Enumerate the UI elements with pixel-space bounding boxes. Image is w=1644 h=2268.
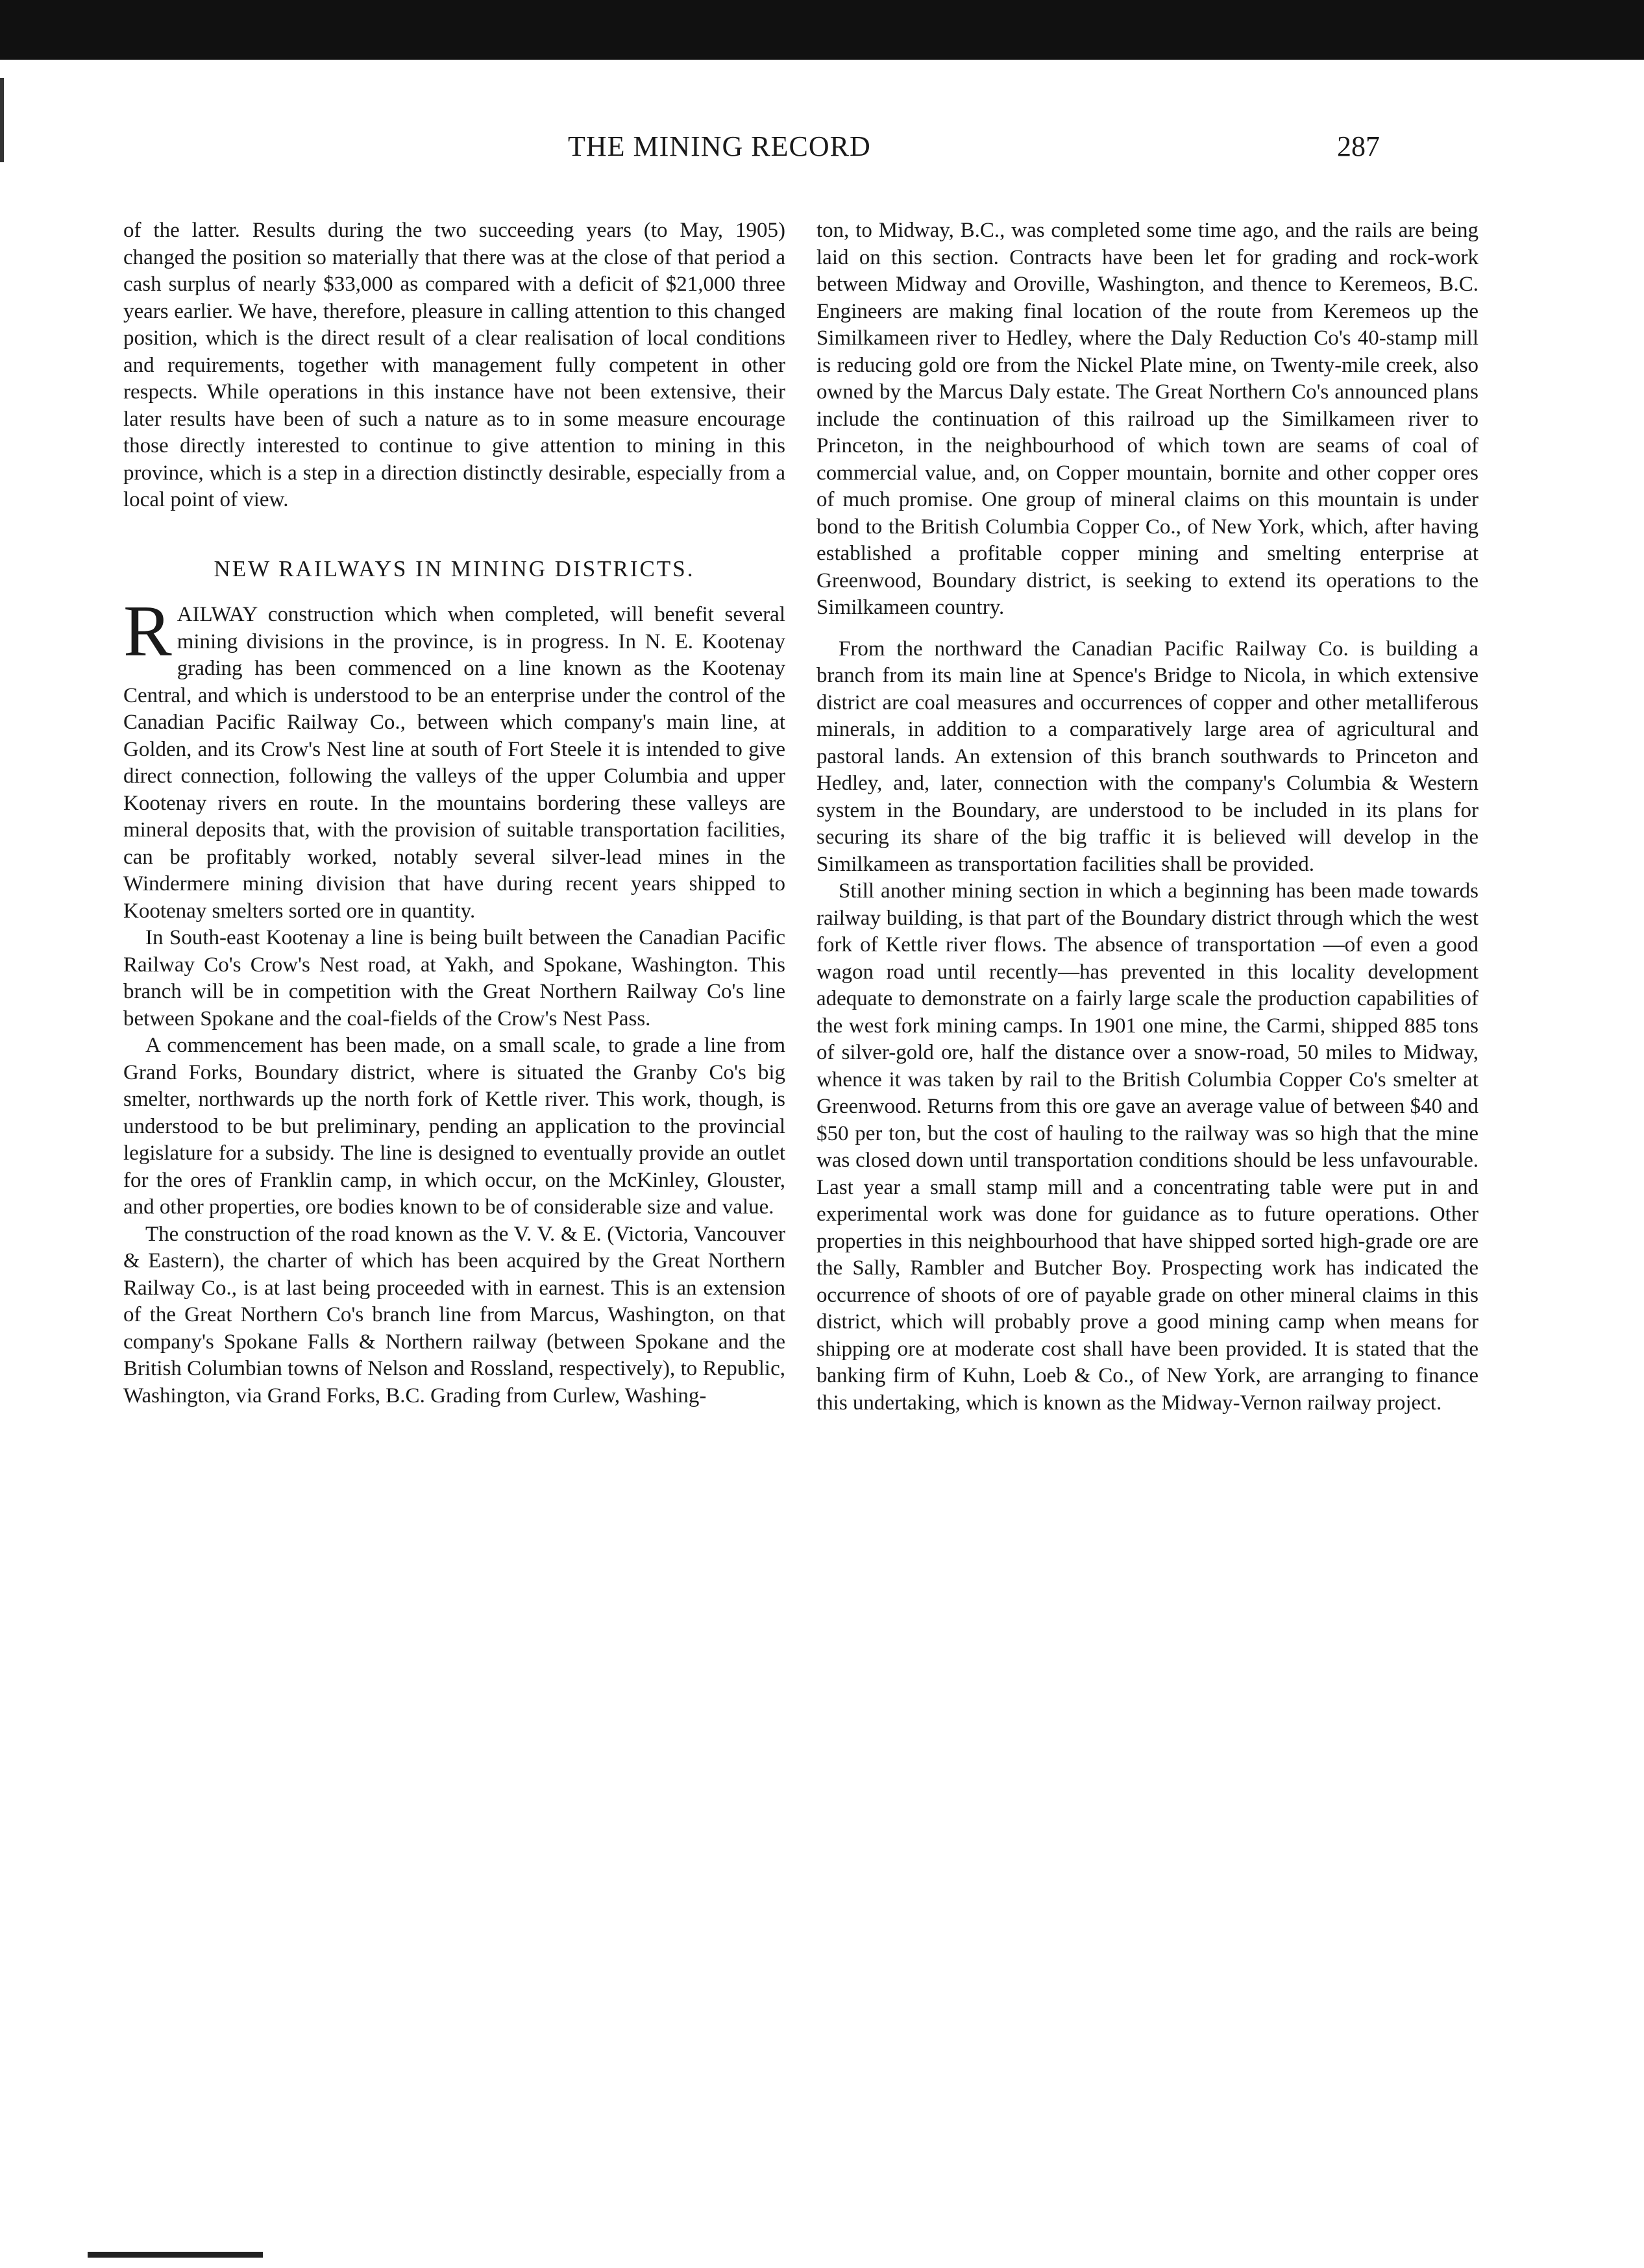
- paragraph-continued: of the latter. Results during the two succeeding years (to May, 1905) changed the position so materially that there was at the close of that period a cash surplus of nearly $33,000 as compared with a deficit of $21,000 three years earlier. We have, therefore, pleasure in calling attention to this changed position, which is the direct result of a clear realisation of local conditions and requirements, together with management fully competent in other respects. While operations in this instance have not been extensive, their later results have been of such a nature as to in some measure encourage those directly interested to continue to give attention to mining in this province, which is a step in a direction distinctly desirable, especially from a local point of view.: [123, 219, 785, 511]
- paragraph-continued: ton, to Midway, B.C., was completed some time ago, and the rails are being laid on this section. Contracts have been let for grading and rock-work between Midway and Oroville, Washington, and thence to Keremeos, B.C. Engineers are making final location of the route from Keremeos up the Similkameen river to Hedley, where the Daly Reduction Co's 40-stamp mill is reducing gold ore from the Nickel Plate mine, on Twenty-mile creek, also owned by the Marcus Daly estate. The Great Northern Co's announced plans include the continuation of this railroad up the Similkameen river to Princeton, in the neighbourhood of which town are seams of coal of commercial value, and, on Copper mountain, bornite and other copper ores of much promise. One group of mineral claims on this mountain is under bond to the British Columbia Copper Co., of New York, which, after having established a profitable copper mining and smelting enterprise at Greenwood, Boundary district, is seeking to extend its operations to the Similkameen country.: [816, 219, 1478, 619]
- lead-paragraph: [123, 591, 785, 925]
- page-number: 287: [1337, 130, 1380, 162]
- scan-top-border: [0, 0, 1644, 60]
- scan-bottom-mark: [88, 2252, 263, 2258]
- paragraph: The construction of the road known as the V. V. & E. (Victoria, Vancouver & Eastern), the charter of which has been acquired by the Great Northern Railway Co., is at last being proceeded with in earnest. This is an extension of the Great Northern Co's branch line from Marcus, Washington, on that company's Spokane Falls & Northern railway (between Spokane and the British Columbian towns of Nelson and Rossland, respectively), to Republic, Washington, via Grand Forks, B.C. Grading from Curlew, Washing-: [123, 1222, 785, 1408]
- left-column: [123, 217, 785, 1409]
- journal-title: THE MINING RECORD: [568, 130, 871, 162]
- drop-cap-letter: R: [123, 591, 172, 672]
- running-head: [0, 130, 1644, 175]
- paragraph: From the northward the Canadian Pacific Railway Co. is building a branch from its main line at Spence's Bridge to Nicola, in which extensive district are coal measures and occurrences of copper and other metalliferous minerals, in addition to a comparatively large area of agricultural and pastoral lands. An extension of this branch southwards to Princeton and Hedley, and, later, connection with the company's Columbia & Western system in the Boundary, are understood to be included in its plans for securing its share of the big traffic it is believed will develop in the Similkameen as transportation facilities shall be provided.: [816, 637, 1478, 876]
- paragraph: Still another mining section in which a beginning has been made towards railway building, is that part of the Boundary district through which the west fork of Kettle river flows. The absence of transportation —of even a good wagon road until recently—has prevented in this locality development adequate to demonstrate on a fairly large scale the production capabilities of the west fork mining camps. In 1901 one mine, the Carmi, shipped 885 tons of silver-gold ore, half the distance over a snow-road, 50 miles to Midway, whence it was taken by rail to the British Columbia Copper Co's smelter at Greenwood. Returns from this ore gave an average value of between $40 and $50 per ton, but the cost of hauling to the railway was so high that the mine was closed down until transportation conditions should be less unfavourable. Last year a small stamp mill and a concentrating table were put in and experimental work was done for guidance as to future operations. Other properties in this neighbourhood that have shipped sorted high-grade ore are the Sally, Rambler and Butcher Boy. Prospecting work has indicated the occurrence of shoots of ore of payable grade on other mineral claims in this district, which will probably prove a good mining camp when means for shipping ore at moderate cost shall have been provided. It is stated that the banking firm of Kuhn, Loeb & Co., of New York, are arranging to finance this undertaking, which is known as the Midway-Vernon railway project.: [816, 879, 1478, 1415]
- section-heading: NEW RAILWAYS IN MINING DISTRICTS.: [214, 555, 695, 581]
- paragraph: A commencement has been made, on a small scale, to grade a line from Grand Forks, Boundary district, where is situated the Granby Co's big smelter, northwards up the north fork of Kettle river. This work, though, is understood to be but preliminary, pending an application to the provincial legislature for a subsidy. The line is designed to eventually provide an outlet for the ores of Franklin camp, in which occur, on the McKinley, Glouster, and other properties, ore bodies known to be of considerable size and value.: [123, 1034, 785, 1219]
- paragraph: In South-east Kootenay a line is being built between the Canadian Pacific Railway Co's Crow's Nest road, at Yakh, and Spokane, Washington. This branch will be in competition with the Great Northern Railway Co's line between Spokane and the coal-fields of the Crow's Nest Pass.: [123, 926, 785, 1030]
- right-column: [816, 217, 1478, 1417]
- lead-paragraph-text: AILWAY construction which when completed, will benefit several mining divisions in the province, is in progress. In N. E. Kootenay grading has been commenced on a line known as the Kootenay Central, and which is understood to be an enterprise under the control of the Canadian Pacific Railway Co., between which company's main line, at Golden, and its Crow's Nest line at south of Fort Steele it is intended to give direct connection, following the valleys of the upper Columbia and upper Kootenay rivers en route. In the mountains bordering these valleys are mineral deposits that, with the provision of suitable transportation facilities, can be profitably worked, notably several silver-lead mines in the Windermere mining division that have during recent years shipped to Kootenay smelters sorted ore in quantity.: [123, 603, 785, 923]
